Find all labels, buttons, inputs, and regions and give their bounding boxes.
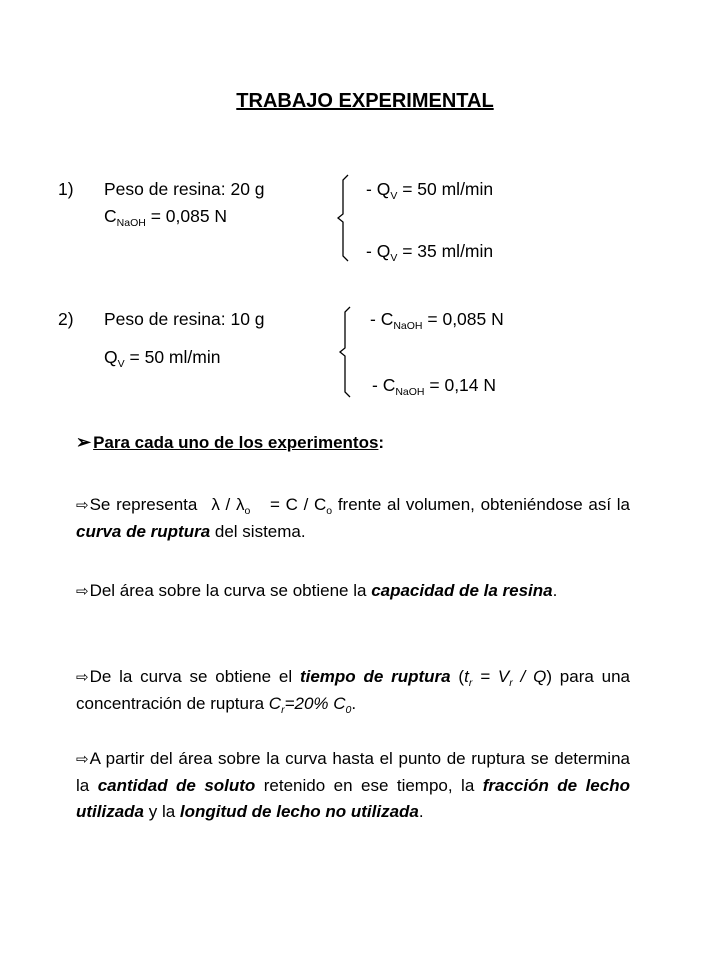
- p3-q: / Q: [512, 667, 547, 686]
- variant-prefix: - C: [372, 375, 396, 395]
- experiment-1-variant-2: [366, 240, 493, 262]
- variant-value: = 50 ml/min: [397, 179, 494, 199]
- p3-text-a: De la curva se obtiene el: [89, 667, 300, 686]
- term-unused-bed-length: longitud de lecho no utilizada: [179, 802, 419, 821]
- experiment-2-number: 2): [58, 309, 74, 329]
- experiment-1-fixed-param: [104, 205, 227, 227]
- term-bed-fraction-used: fracción de lecho utilizada: [76, 776, 630, 821]
- p3-cr-val: =20% C: [284, 694, 346, 713]
- variant-prefix: - Q: [366, 179, 391, 199]
- p3-c0-sub: 0: [345, 704, 352, 716]
- lambda-symbol: λ: [211, 495, 220, 514]
- p4-text-c: y la: [144, 802, 180, 821]
- outline-arrow-icon: ⇨: [76, 583, 89, 600]
- c0-sub: o: [326, 505, 333, 517]
- p3-t-sub: r: [468, 677, 473, 689]
- variant-sub: NaOH: [395, 386, 425, 398]
- p1-slash: /: [219, 495, 236, 514]
- term-breakthrough-time: tiempo de ruptura: [299, 667, 451, 686]
- bullet-heading-text: Para cada uno de los experimentos: [93, 433, 379, 452]
- outline-arrow-icon: ⇨: [76, 669, 89, 686]
- paragraph-solute-retained: [76, 746, 630, 825]
- p2-end: .: [552, 581, 558, 600]
- param-sub: V: [117, 358, 125, 370]
- p1-text-b: frente al volumen, obteniéndose así la: [332, 495, 630, 514]
- p1-text-c: del sistema.: [210, 522, 306, 541]
- p4-end: .: [418, 802, 424, 821]
- term-breakthrough-curve: curva de ruptura: [76, 522, 211, 541]
- p3-t: t: [464, 667, 469, 686]
- variant-value: = 0,085 N: [422, 309, 504, 329]
- variant-sub: V: [390, 252, 398, 264]
- param-symbol: C: [104, 206, 117, 226]
- bullet-heading: [76, 432, 384, 453]
- experiment-1-variant-1: [366, 178, 493, 200]
- term-solute-amount: cantidad de soluto: [97, 776, 256, 795]
- param-sub: NaOH: [116, 217, 146, 229]
- p2-text-a: Del área sobre la curva se obtiene la: [89, 581, 372, 600]
- experiment-1-resin-weight: Peso de resina: 20 g: [104, 179, 265, 199]
- paragraph-breakthrough-curve: [76, 492, 630, 545]
- variant-sub: V: [390, 190, 398, 202]
- experiment-2-variant-2: [372, 374, 496, 396]
- variant-sub: NaOH: [393, 320, 423, 332]
- variant-value: = 0,14 N: [424, 375, 497, 395]
- page-title: TRABAJO EXPERIMENTAL: [236, 90, 494, 112]
- experiment-2-brace: [334, 304, 356, 400]
- p3-text-b: (: [450, 667, 465, 686]
- experiment-2-fixed-param: [104, 346, 220, 368]
- paragraph-resin-capacity: [76, 578, 630, 605]
- arrowhead-bullet-icon: ➢: [76, 432, 92, 452]
- p3-cr-sub: r: [281, 704, 285, 716]
- experiment-1-brace: [332, 172, 354, 264]
- experiment-2-variant-1: [370, 308, 504, 330]
- variant-prefix: - C: [370, 309, 394, 329]
- p3-cr: C: [268, 694, 282, 713]
- lambda0-sub: o: [244, 505, 251, 517]
- p3-text-c: ) para una concentración de ruptura: [76, 667, 630, 713]
- experiment-2-resin-weight: Peso de resina: 10 g: [104, 309, 265, 329]
- bullet-heading-colon: :: [378, 433, 385, 452]
- outline-arrow-icon: ⇨: [76, 497, 89, 514]
- variant-prefix: - Q: [366, 241, 391, 261]
- p4-text-a: A partir del área sobre la curva hasta el punto de ruptura se determina la: [76, 749, 630, 795]
- lambda0-symbol: λ: [235, 495, 245, 514]
- p1-eq: = C / C: [264, 495, 327, 514]
- param-symbol: Q: [104, 347, 118, 367]
- variant-value: = 35 ml/min: [397, 241, 494, 261]
- p3-v-sub: r: [509, 677, 513, 689]
- param-value: = 0,085 N: [145, 206, 228, 226]
- experiment-1-number: 1): [58, 179, 74, 199]
- paragraph-breakthrough-time: [76, 664, 630, 717]
- outline-arrow-icon: ⇨: [76, 751, 89, 768]
- p3-eq: = V: [472, 667, 510, 686]
- p3-end: .: [351, 694, 357, 713]
- term-resin-capacity: capacidad de la resina: [371, 581, 553, 600]
- p4-text-b: retenido en ese tiempo, la: [255, 776, 483, 795]
- p1-text-a: Se representa: [89, 495, 198, 514]
- param-value: = 50 ml/min: [124, 347, 221, 367]
